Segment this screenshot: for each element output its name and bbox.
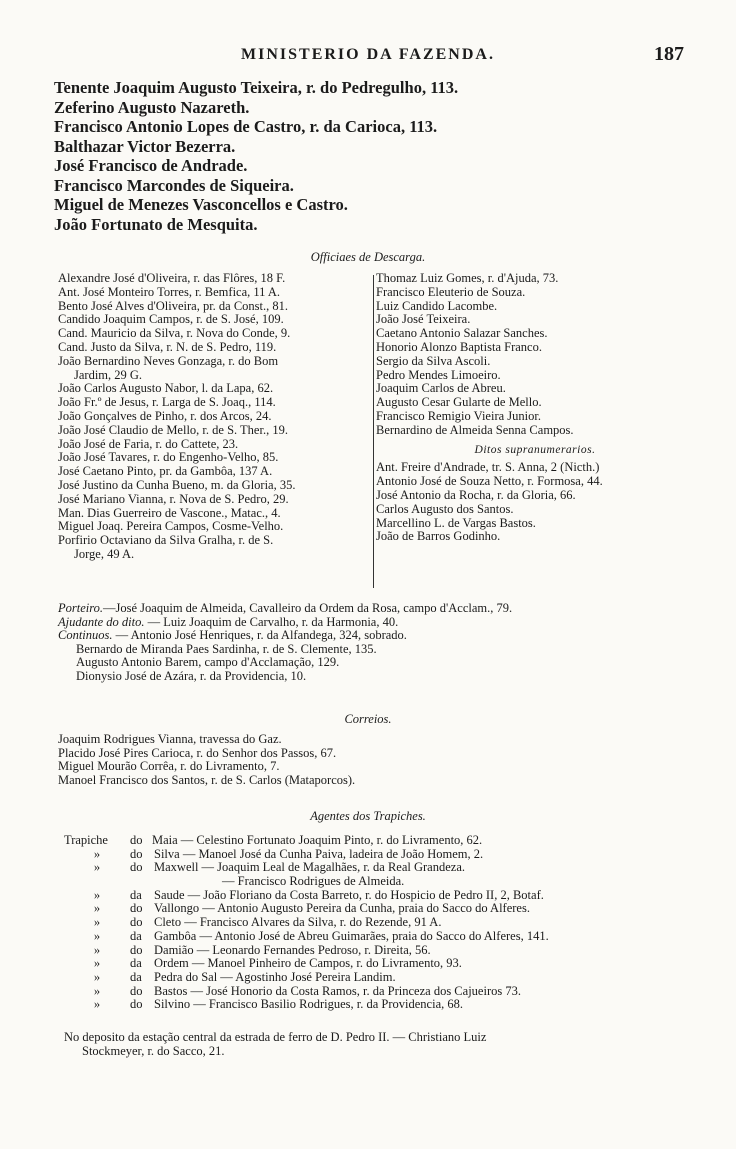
ditto-mark: » [93,846,101,861]
entry-text: — Luiz Joaquim de Carvalho, r. da Harmonia, 40. [144,614,399,629]
list-item: Bernardino de Almeida Senna Campos. [376,422,574,437]
trapiche-prefix: da [130,969,142,984]
table-row [64,944,704,958]
correios-heading: Correios. [344,712,392,726]
trapiche-label: Trapiche [64,833,108,847]
officiaes-right-column [376,272,694,544]
continuos-entry [58,629,698,643]
table-row [64,848,704,862]
table-row [64,834,704,848]
trapiche-prefix: do [130,846,143,861]
role-label: Porteiro. [58,601,104,615]
officiaes-columns [58,272,690,594]
list-item: Man. Dias Guerreiro de Vascone., Matac., 4. [58,505,281,520]
role-label: Ajudante do dito. [58,614,145,629]
supranumerarios-heading: Ditos supranumerarios. [474,443,596,456]
list-item: Honorio Alonzo Baptista Franco. [376,339,542,354]
correios-block [58,733,698,787]
list-item: Joaquim Carlos de Abreu. [376,381,506,396]
trapiche-text: Maxwell — Joaquim Leal de Magalhães, r. da Real Grandeza. [154,860,465,875]
deposito-entry [64,1031,704,1059]
deposito-line-1: No deposito da estação central da estrada de ferro de D. Pedro II. — Christiano Luiz [64,1030,487,1044]
list-item: Zeferino Augusto Nazareth. [54,97,250,117]
trapiche-text: Vallongo — Antonio Augusto Pereira da Cunha, praia do Sacco do Alferes. [154,901,530,916]
column-divider [373,275,374,588]
list-item: Joaquim Rodrigues Vianna, travessa do Gaz. [58,732,282,746]
page-number: 187 [654,43,684,65]
list-item: Miguel de Menezes Vasconcellos e Castro. [54,195,348,214]
trapiche-prefix: do [130,915,143,930]
list-item: João Bernardino Neves Gonzaga, r. do Bom [58,353,279,368]
table-row [64,902,704,916]
list-item: Sergio da Silva Ascoli. [376,353,491,368]
list-item: Bento José Alves d'Oliveira, pr. da Const., 81. [58,298,289,313]
role-label: Continuos. [58,628,113,643]
ditto-mark: » [93,969,101,984]
list-item: Francisco Remigio Vieira Junior. [376,408,541,423]
list-item: João Carlos Augusto Nabor, l. da Lapa, 62. [58,381,274,396]
list-item: Ant. Freire d'Andrade, tr. S. Anna, 2 (Nicth.) [376,460,600,475]
list-item: João Fortunato de Mesquita. [54,214,258,234]
trapiche-text: Ordem — Manoel Pinheiro de Campos, r. do Livramento, 93. [154,956,462,971]
list-item: Augusto Cesar Gularte de Mello. [376,395,542,410]
list-item: João Fr.º de Jesus, r. Larga de S. Joaq., 114. [58,395,276,410]
trapiche-prefix: do [130,997,143,1012]
list-item: Jorge, 49 A. [74,546,135,561]
list-item: José Justino da Cunha Bueno, m. da Gloria, 35. [58,477,296,492]
list-item: Miguel Mourão Corrêa, r. do Livramento, 7. [58,759,280,774]
list-item: Tenente Joaquim Augusto Teixeira, r. do Pedregulho, 113. [54,78,459,97]
list-item: Caetano Antonio Salazar Sanches. [376,326,548,341]
list-item: João José de Faria, r. do Cattete, 23. [58,436,239,451]
list-item: José Antonio da Rocha, r. da Gloria, 66. [376,487,576,502]
list-item: Francisco Antonio Lopes de Castro, r. da Carioca, 113. [54,117,438,136]
table-row [64,889,704,903]
list-item: Placido José Pires Carioca, r. do Senhor dos Passos, 67. [58,745,337,760]
table-row [64,861,704,875]
trapiche-prefix: do [130,942,143,957]
trapiche-text: Pedra do Sal — Agostinho José Pereira Landim. [154,969,396,984]
list-item: Cand. Mauricio da Silva, r. Nova do Conde, 9. [58,326,291,341]
trapiches-heading: Agentes dos Trapiches. [310,809,426,823]
list-item: João Gonçalves de Pinho, r. dos Arcos, 24. [58,408,272,423]
trapiche-prefix: do [130,901,143,916]
page-title: MINISTERIO DA FAZENDA. [241,46,495,63]
list-item: Augusto Antonio Barem, campo d'Acclamação, 129. [76,655,340,670]
ditto-mark: » [93,983,101,998]
ditto-mark: » [93,915,101,930]
trapiche-prefix: do [130,860,143,875]
list-item: João José Tavares, r. do Engenho-Velho, 85. [58,450,279,465]
trapiche-text: Gambôa — Antonio José de Abreu Guimarães, praia do Sacco do Alferes, 141. [154,928,549,943]
table-row [64,985,704,999]
list-item: João de Barros Godinho. [376,529,501,544]
trapiche-text: Cleto — Francisco Alvares da Silva, r. do Rezende, 91 A. [154,915,442,930]
list-item: Luiz Candido Lacombe. [376,298,498,313]
trapiche-text: Saude — João Floriano da Costa Barreto, r. do Hospicio de Pedro II, 2, Botaf. [154,887,544,902]
deposito-line-2: Stockmeyer, r. do Sacco, 21. [82,1043,225,1058]
list-item: Pedro Mendes Limoeiro. [376,367,501,382]
entry-text: —José Joaquim de Almeida, Cavalleiro da Ordem da Rosa, campo d'Acclam., 79. [103,601,513,615]
trapiche-text: — Francisco Rodrigues de Almeida. [222,874,405,889]
table-row [64,875,704,889]
list-item: Cand. Justo da Silva, r. N. de S. Pedro, 119. [58,339,277,354]
top-name-list [54,78,694,234]
officiaes-left-column [58,272,373,562]
ajudante-entry [58,616,698,630]
trapiche-prefix: da [130,928,142,943]
porteiro-entry [58,602,698,616]
list-item: Thomaz Luiz Gomes, r. d'Ajuda, 73. [376,271,559,285]
trapiche-text: Damião — Leonardo Fernandes Pedroso, r. Direita, 56. [154,942,431,957]
list-item: Francisco Eleuterio de Souza. [376,284,526,299]
list-item: Francisco Marcondes de Siqueira. [54,175,294,195]
ditto-mark: » [93,928,101,943]
ditto-mark: » [93,860,101,875]
ditto-mark: » [93,956,101,971]
list-item: José Francisco de Andrade. [54,156,248,175]
ditto-mark: » [93,901,101,916]
entry-text: — Antonio José Henriques, r. da Alfandega, 324, sobrado. [112,628,407,643]
running-head [0,43,736,70]
trapiche-prefix: do [130,833,143,847]
list-item: José Caetano Pinto, pr. da Gambôa, 137 A. [58,464,273,479]
trapiche-text: Silva — Manoel José da Cunha Paiva, ladeira de João Homem, 2. [154,846,484,861]
table-row [64,930,704,944]
list-item: Miguel Joaq. Pereira Campos, Cosme-Velho. [58,519,284,534]
list-item: João José Claudio de Mello, r. de S. Ther., 19. [58,422,288,437]
list-item: Candido Joaquim Campos, r. de S. José, 109. [58,312,284,327]
list-item: Manoel Francisco dos Santos, r. de S. Carlos (Mataporcos). [58,772,356,787]
trapiche-prefix: do [130,983,143,998]
trapiches-block [64,834,704,1012]
trapiche-text: Maia — Celestino Fortunato Joaquim Pinto, r. do Livramento, 62. [152,833,483,847]
officiaes-heading: Officiaes de Descarga. [310,250,426,264]
table-row [64,916,704,930]
trapiche-text: Bastos — José Honorio da Costa Ramos, r. da Princeza dos Cajueiros 73. [154,983,521,998]
list-item: Antonio José de Souza Netto, r. Formosa, 44. [376,474,603,489]
list-item: Alexandre José d'Oliveira, r. das Flôres, 18 F. [58,271,286,285]
ditto-mark: » [93,887,101,902]
list-item: João José Teixeira. [376,312,471,327]
list-item: Balthazar Victor Bezerra. [54,136,236,156]
table-row [64,957,704,971]
trapiche-text: Silvino — Francisco Basilio Rodrigues, r. da Providencia, 68. [154,997,463,1012]
list-item: Porfirio Octaviano da Silva Gralha, r. de S. [58,533,274,548]
trapiche-prefix: da [130,956,142,971]
list-item: Jardim, 29 G. [74,367,143,382]
table-row [64,971,704,985]
list-item: Carlos Augusto dos Santos. [376,501,514,516]
table-row [64,998,704,1012]
trapiche-prefix: da [130,887,142,902]
list-item: José Mariano Vianna, r. Nova de S. Pedro, 29. [58,491,289,506]
list-item: Ant. José Monteiro Torres, r. Bemfica, 11 A. [58,284,281,299]
ditto-mark: » [93,997,101,1012]
list-item: Marcellino L. de Vargas Bastos. [376,515,536,530]
staff-block [58,602,698,684]
list-item: Dionysio José de Azára, r. da Providencia, 10. [76,668,307,683]
list-item: Bernardo de Miranda Paes Sardinha, r. de S. Clemente, 135. [76,641,377,656]
ditto-mark: » [93,942,101,957]
